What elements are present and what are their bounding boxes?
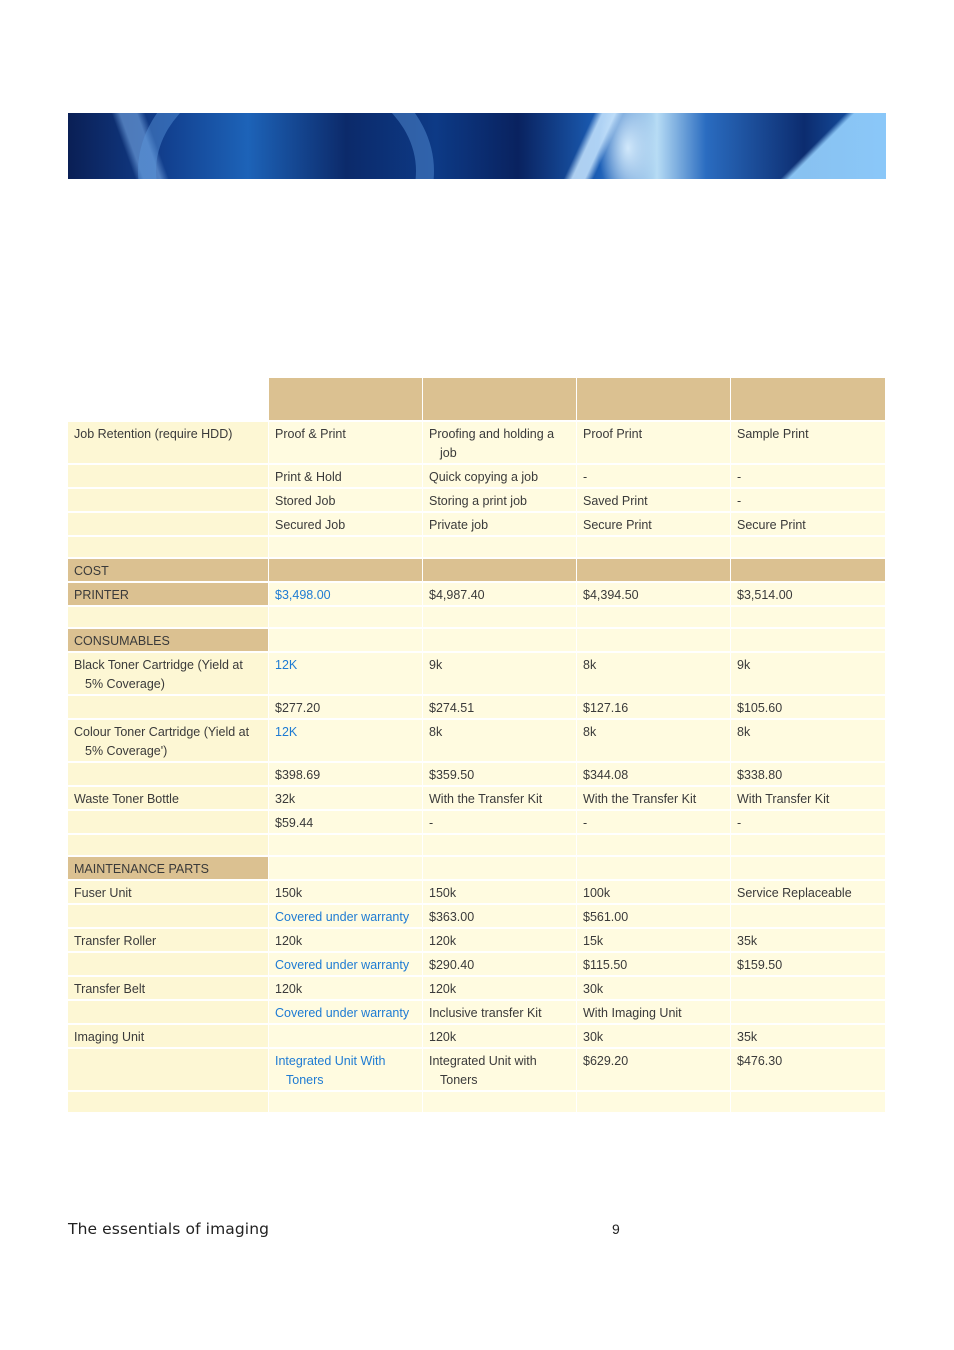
table-cell <box>577 929 731 953</box>
table-cell-text: - <box>583 470 588 484</box>
table-cell <box>731 653 886 696</box>
table-cell <box>269 1049 423 1092</box>
table-cell <box>269 720 423 763</box>
table-cell-text: $277.20 <box>275 701 321 715</box>
row-label-text: MAINTENANCE PARTS <box>74 862 209 876</box>
table-cell <box>423 422 577 465</box>
table-cell-text: 15k <box>583 934 604 948</box>
row-label-text: Fuser Unit <box>74 886 132 900</box>
table-cell <box>269 696 423 720</box>
row-label <box>68 513 269 537</box>
banner-glow-decoration <box>598 113 658 179</box>
table-cell-text: With Transfer Kit <box>737 792 830 806</box>
table-cell <box>577 857 731 881</box>
row-label <box>68 653 269 696</box>
table-cell-text: 12K <box>275 658 298 672</box>
table-cell <box>731 787 886 811</box>
table-cell <box>269 422 423 465</box>
table-cell <box>731 1025 886 1049</box>
header-cell-1 <box>269 378 423 422</box>
table-cell <box>731 513 886 537</box>
table-cell-text: $344.08 <box>583 768 629 782</box>
comparison-table <box>68 378 886 1114</box>
table-cell <box>423 465 577 489</box>
table-cell <box>577 489 731 513</box>
table-cell-text: Sample Print <box>737 427 809 441</box>
table-cell-text: Secure Print <box>583 518 652 532</box>
table-cell-text: $359.50 <box>429 768 475 782</box>
table-cell-text: 9k <box>429 658 443 672</box>
table-cell-text: - <box>737 494 742 508</box>
table-cell <box>731 537 886 559</box>
table-cell <box>269 787 423 811</box>
table-cell-text: 8k <box>429 725 443 739</box>
table-cell <box>269 583 423 607</box>
table-cell <box>731 905 886 929</box>
table-cell <box>423 787 577 811</box>
table-cell <box>269 811 423 835</box>
table-cell-text: $115.50 <box>583 958 628 972</box>
table-cell-text: Private job <box>429 518 489 532</box>
row-label <box>68 465 269 489</box>
table-cell <box>577 583 731 607</box>
table-cell-text: 12K <box>275 725 298 739</box>
table-cell <box>731 465 886 489</box>
row-label-text: CONSUMABLES <box>74 634 170 648</box>
table-cell <box>423 537 577 559</box>
table-cell <box>731 629 886 653</box>
table-cell-text: 120k <box>429 982 457 996</box>
banner-arc-decoration <box>138 113 434 179</box>
table-cell-text: Integrated Unit With Toners <box>275 1054 386 1087</box>
table-cell <box>731 835 886 857</box>
row-label-text: Transfer Roller <box>74 934 157 948</box>
row-label <box>68 977 269 1001</box>
table-cell <box>577 513 731 537</box>
row-label-text: Transfer Belt <box>74 982 146 996</box>
table-cell <box>423 977 577 1001</box>
table-cell <box>577 905 731 929</box>
table-cell <box>423 881 577 905</box>
table-cell <box>577 559 731 583</box>
table-cell <box>269 489 423 513</box>
table-cell-text: Integrated Unit with Toners <box>429 1054 537 1087</box>
table-cell <box>269 629 423 653</box>
row-label-text: Black Toner Cartridge (Yield at 5% Coverage) <box>74 658 243 691</box>
row-label <box>68 787 269 811</box>
table-cell-text: 120k <box>275 934 303 948</box>
row-label-text: Colour Toner Cartridge (Yield at 5% Coverage') <box>74 725 250 758</box>
table-cell-text: 8k <box>583 658 597 672</box>
table-cell-text: $4,987.40 <box>429 588 485 602</box>
header-cell-2 <box>423 378 577 422</box>
table-cell-text: 8k <box>737 725 751 739</box>
table-cell-text: $4,394.50 <box>583 588 639 602</box>
table-cell <box>269 881 423 905</box>
table-cell <box>269 905 423 929</box>
table-cell-text: $3,514.00 <box>737 588 793 602</box>
table-cell-text: 9k <box>737 658 751 672</box>
section-label <box>68 629 269 653</box>
table-cell-text: $290.40 <box>429 958 475 972</box>
table-cell <box>423 629 577 653</box>
table-cell <box>423 489 577 513</box>
row-label-text: Waste Toner Bottle <box>74 792 179 806</box>
table-cell-text: $159.50 <box>737 958 783 972</box>
table-cell <box>423 857 577 881</box>
table-cell-text: 120k <box>429 934 457 948</box>
table-cell-text: $363.00 <box>429 910 475 924</box>
table-cell <box>269 835 423 857</box>
table-cell-text: 120k <box>429 1030 457 1044</box>
table-cell <box>577 953 731 977</box>
row-label <box>68 881 269 905</box>
table-cell <box>731 607 886 629</box>
row-label-text: Job Retention (require HDD) <box>74 427 233 441</box>
table-cell <box>577 1092 731 1114</box>
table-cell <box>577 1001 731 1025</box>
table-cell-text: $274.51 <box>429 701 475 715</box>
section-label <box>68 583 269 607</box>
table-cell <box>423 1049 577 1092</box>
row-label <box>68 1092 269 1114</box>
table-cell <box>423 607 577 629</box>
table-cell <box>577 720 731 763</box>
table-cell-text: $561.00 <box>583 910 629 924</box>
table-cell-text: - <box>429 816 434 830</box>
header-corner-cell <box>68 378 269 422</box>
header-banner-image <box>68 113 886 179</box>
table-cell-text: 100k <box>583 886 611 900</box>
table-cell <box>577 607 731 629</box>
table-cell <box>269 513 423 537</box>
table-cell <box>423 559 577 583</box>
table-cell <box>577 1049 731 1092</box>
table-cell <box>269 465 423 489</box>
table-cell <box>731 929 886 953</box>
table-cell <box>269 857 423 881</box>
table-cell <box>577 465 731 489</box>
table-cell <box>423 905 577 929</box>
table-cell-text: 32k <box>275 792 296 806</box>
table-cell <box>577 977 731 1001</box>
header-cell-3 <box>577 378 731 422</box>
row-label <box>68 763 269 787</box>
table-cell <box>731 977 886 1001</box>
table-cell-text: Print & Hold <box>275 470 342 484</box>
table-cell <box>577 881 731 905</box>
table-cell-text: Covered under warranty <box>275 910 410 924</box>
table-cell <box>731 811 886 835</box>
table-cell <box>269 607 423 629</box>
table-cell <box>423 763 577 787</box>
table-cell <box>731 857 886 881</box>
table-cell-text: With Imaging Unit <box>583 1006 682 1020</box>
table-cell-text: Proof Print <box>583 427 643 441</box>
row-label <box>68 1001 269 1025</box>
row-label <box>68 607 269 629</box>
table-cell <box>577 1025 731 1049</box>
table-cell <box>269 977 423 1001</box>
table-cell <box>423 1025 577 1049</box>
table-cell <box>423 513 577 537</box>
table-cell <box>269 929 423 953</box>
table-cell <box>269 763 423 787</box>
section-label <box>68 857 269 881</box>
table-cell-text: 120k <box>275 982 303 996</box>
table-cell <box>269 1001 423 1025</box>
section-label <box>68 559 269 583</box>
table-cell-text: Storing a print job <box>429 494 527 508</box>
table-cell-text: Covered under warranty <box>275 1006 410 1020</box>
table-cell-text: 35k <box>737 1030 758 1044</box>
table-cell-text: Secure Print <box>737 518 806 532</box>
table-cell-text: - <box>737 470 742 484</box>
table-cell-text: With the Transfer Kit <box>583 792 697 806</box>
table-cell <box>577 537 731 559</box>
table-cell <box>423 653 577 696</box>
table-cell <box>731 1001 886 1025</box>
table-cell <box>269 537 423 559</box>
row-label <box>68 953 269 977</box>
table-cell-text: 30k <box>583 1030 604 1044</box>
table-cell <box>423 929 577 953</box>
table-cell-text: Quick copying a job <box>429 470 539 484</box>
table-cell <box>423 835 577 857</box>
table-cell <box>423 696 577 720</box>
table-cell <box>731 720 886 763</box>
table-cell-text: 35k <box>737 934 758 948</box>
table-cell-text: 8k <box>583 725 597 739</box>
table-cell <box>423 1092 577 1114</box>
table-cell-text: 150k <box>275 886 303 900</box>
table-cell <box>731 1092 886 1114</box>
table-cell <box>423 953 577 977</box>
table-cell <box>731 422 886 465</box>
table-cell-text: Covered under warranty <box>275 958 410 972</box>
table-cell-text: With the Transfer Kit <box>429 792 543 806</box>
row-label <box>68 489 269 513</box>
table-cell <box>577 811 731 835</box>
table-cell-text: $3,498.00 <box>275 588 331 602</box>
row-label <box>68 696 269 720</box>
table-cell <box>269 653 423 696</box>
footer-title: The essentials of imaging <box>68 1220 270 1238</box>
table-cell <box>731 881 886 905</box>
row-label-text: COST <box>74 564 109 578</box>
row-label-text: PRINTER <box>74 588 129 602</box>
row-label <box>68 811 269 835</box>
table-cell <box>423 1001 577 1025</box>
row-label <box>68 422 269 465</box>
table-cell <box>731 559 886 583</box>
table-cell-text: $398.69 <box>275 768 321 782</box>
table-cell <box>269 1025 423 1049</box>
table-cell-text: - <box>583 816 588 830</box>
table-cell <box>731 583 886 607</box>
table-cell-text: Inclusive transfer Kit <box>429 1006 542 1020</box>
table-cell-text: $127.16 <box>583 701 629 715</box>
table-cell <box>577 763 731 787</box>
table-cell <box>577 653 731 696</box>
table-cell-text: $476.30 <box>737 1054 783 1068</box>
table-cell-text: $338.80 <box>737 768 783 782</box>
table-cell-text: Secured Job <box>275 518 346 532</box>
table-cell <box>577 696 731 720</box>
table-cell-text: $629.20 <box>583 1054 629 1068</box>
row-label <box>68 905 269 929</box>
table-cell-text: Stored Job <box>275 494 336 508</box>
table-cell-text: Proof & Print <box>275 427 346 441</box>
table-cell <box>731 763 886 787</box>
table-cell-text: Service Replaceable <box>737 886 852 900</box>
table-cell-text: 30k <box>583 982 604 996</box>
row-label <box>68 537 269 559</box>
table-cell <box>731 1049 886 1092</box>
table-cell <box>731 489 886 513</box>
row-label <box>68 720 269 763</box>
table-cell-text: Saved Print <box>583 494 648 508</box>
row-label <box>68 929 269 953</box>
table-cell <box>731 696 886 720</box>
table-cell <box>577 835 731 857</box>
table-cell <box>577 422 731 465</box>
row-label <box>68 835 269 857</box>
table-cell-text: Proofing and holding a job <box>429 427 555 460</box>
table-cell <box>731 953 886 977</box>
table-cell-text: 150k <box>429 886 457 900</box>
table-cell <box>423 720 577 763</box>
page-number: 9 <box>612 1221 620 1237</box>
row-label <box>68 1049 269 1092</box>
table-cell <box>269 1092 423 1114</box>
table-cell <box>577 629 731 653</box>
table-cell <box>269 953 423 977</box>
row-label-text: Imaging Unit <box>74 1030 145 1044</box>
header-cell-4 <box>731 378 886 422</box>
table-cell <box>423 811 577 835</box>
table-cell-text: $59.44 <box>275 816 314 830</box>
table-cell-text: $105.60 <box>737 701 783 715</box>
table-cell-text: - <box>737 816 742 830</box>
table-cell <box>577 787 731 811</box>
table-cell <box>269 559 423 583</box>
row-label <box>68 1025 269 1049</box>
table-cell <box>423 583 577 607</box>
